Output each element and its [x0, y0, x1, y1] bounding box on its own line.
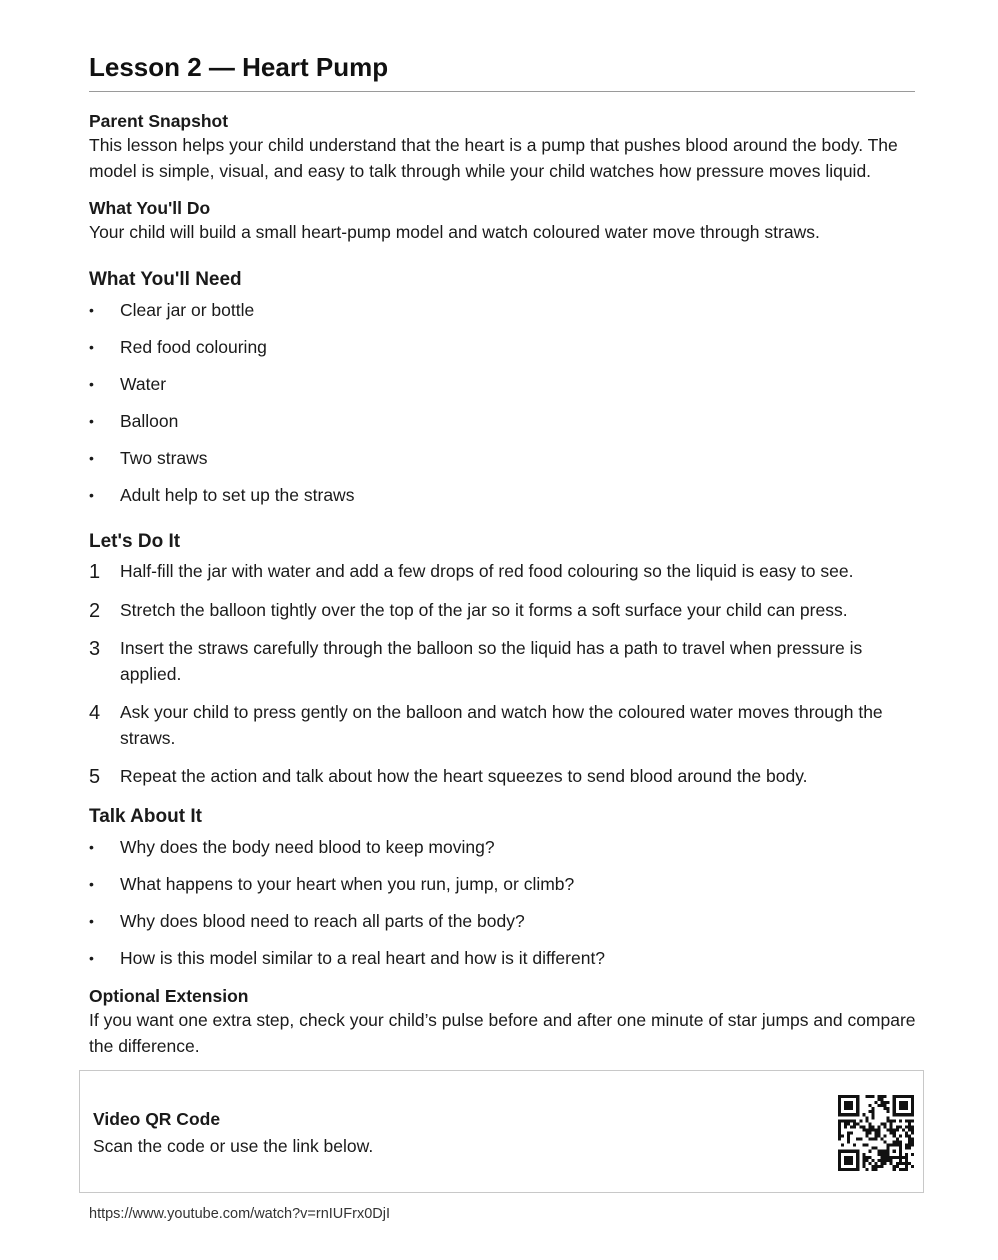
question-item	[89, 872, 915, 896]
bullet-icon: •	[89, 950, 94, 966]
page-title: Lesson 2 — Heart Pump	[89, 52, 389, 82]
step-text: Stretch the balloon tightly over the top of the jar so it forms a soft surface your child can press.	[120, 599, 848, 620]
what-youll-need-heading: What You'll Need	[89, 269, 242, 290]
material-item-text: Adult help to set up the straws	[120, 485, 355, 505]
video-qr-box	[79, 1070, 924, 1193]
question-item-text: Why does blood need to reach all parts of the body?	[120, 911, 525, 931]
step-item	[89, 598, 915, 624]
question-item	[89, 835, 915, 859]
step-item	[89, 764, 915, 790]
material-item	[89, 372, 915, 396]
question-item	[89, 909, 915, 933]
material-item	[89, 335, 915, 359]
material-item-text: Water	[120, 374, 167, 394]
materials-list	[89, 298, 915, 520]
step-number: 3	[89, 638, 101, 660]
qr-code-icon[interactable]	[838, 1095, 914, 1171]
step-text: Insert the straws carefully through the balloon so the liquid has a path to travel when pressure is applied.	[120, 638, 863, 684]
lets-do-it-heading: Let's Do It	[89, 531, 181, 552]
bullet-icon: •	[89, 302, 94, 318]
material-item	[89, 298, 915, 322]
step-text: Half-fill the jar with water and add a few drops of red food colouring so the liquid is easy to see.	[120, 561, 854, 581]
material-item	[89, 409, 915, 433]
bullet-icon: •	[89, 839, 94, 855]
step-number: 5	[89, 766, 101, 788]
step-number: 4	[89, 702, 101, 724]
parent-snapshot-label: Parent Snapshot	[89, 111, 229, 131]
step-text: Repeat the action and talk about how the heart squeezes to send blood around the body.	[120, 766, 808, 786]
material-item	[89, 446, 915, 470]
step-item	[89, 559, 915, 585]
material-item-text: Balloon	[120, 411, 179, 431]
video-qr-subtitle: Scan the code or use the link below.	[93, 1136, 374, 1156]
step-number: 2	[89, 599, 101, 622]
bullet-icon: •	[89, 413, 94, 429]
question-item-text: Why does the body need blood to keep moving?	[120, 837, 495, 857]
material-item	[89, 483, 915, 507]
what-youll-do-text: Your child will build a small heart-pump model and watch coloured water move through straws.	[89, 222, 820, 242]
step-item	[89, 636, 915, 687]
question-item-text: How is this model similar to a real heart and how is it different?	[120, 948, 606, 968]
discussion-list	[89, 835, 915, 983]
bullet-icon: •	[89, 376, 94, 392]
material-item-text: Clear jar or bottle	[120, 300, 255, 320]
step-item	[89, 700, 915, 751]
bullet-icon: •	[89, 876, 94, 892]
bullet-icon: •	[89, 450, 94, 466]
bullet-icon: •	[89, 487, 94, 503]
talk-about-it-heading: Talk About It	[89, 806, 202, 827]
step-number: 1	[89, 561, 101, 583]
bullet-icon: •	[89, 339, 94, 355]
material-item-text: Red food colouring	[120, 337, 267, 357]
step-text: Ask your child to press gently on the balloon and watch how the coloured water moves through the straws.	[120, 702, 883, 748]
video-qr-title: Video QR Code	[93, 1109, 221, 1129]
what-youll-do-label: What You'll Do	[89, 198, 211, 218]
optional-extension-label: Optional Extension	[89, 986, 249, 1006]
parent-snapshot-text: This lesson helps your child understand that the heart is a pump that pushes blood around the body. The model is simple, visual, and easy to talk through while your child watches how pressure moves liquid.	[89, 135, 898, 181]
material-item-text: Two straws	[120, 448, 208, 468]
bullet-icon: •	[89, 913, 94, 929]
optional-extension-text: If you want one extra step, check your child’s pulse before and after one minute of star jumps and compare the difference.	[89, 1010, 916, 1056]
video-link[interactable]: https://www.youtube.com/watch?v=rnIUFrx0DjI	[89, 1206, 390, 1222]
question-item-text: What happens to your heart when you run, jump, or climb?	[120, 874, 575, 894]
steps-list	[89, 559, 915, 803]
question-item	[89, 946, 915, 970]
title-divider	[89, 91, 915, 92]
